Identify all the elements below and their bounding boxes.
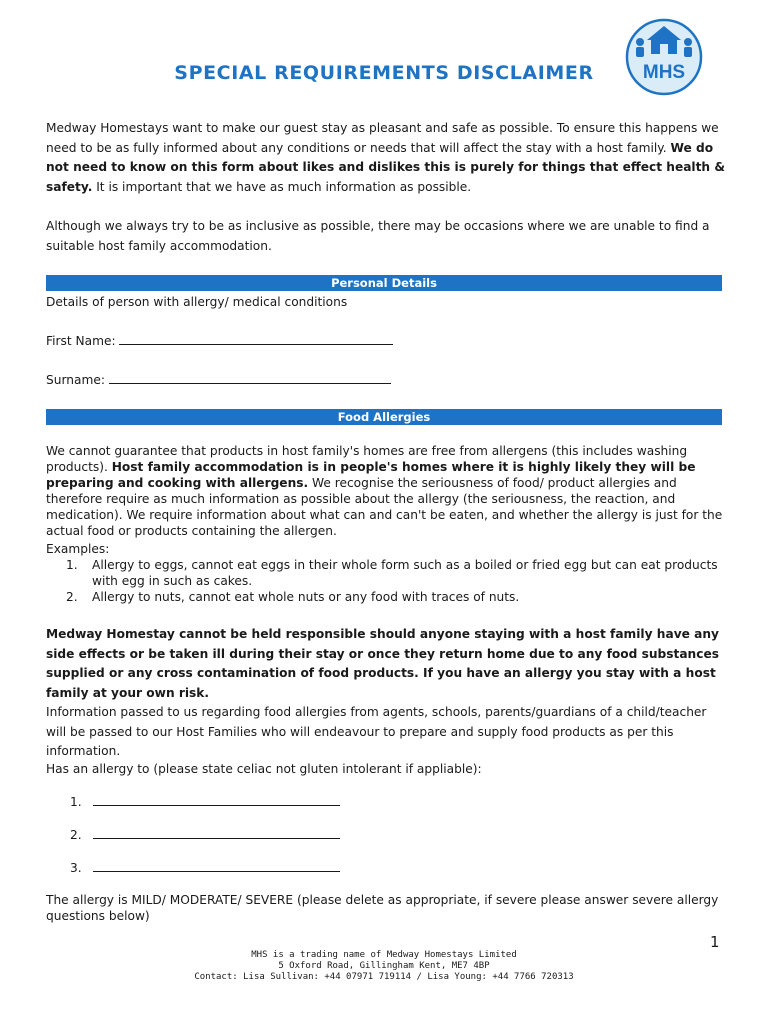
page-title: SPECIAL REQUIREMENTS DISCLAIMER — [174, 62, 594, 84]
surname-field[interactable] — [109, 383, 391, 384]
food-allergies-header: Food Allergies — [46, 409, 722, 425]
has-allergy-label: Has an allergy to (please state celiac not gluten intolerant if appliable): — [46, 762, 482, 776]
footer — [0, 950, 768, 983]
allergy-line-3: 3. — [70, 859, 340, 875]
surname-label: Surname: — [46, 373, 105, 387]
allergy-input-2[interactable] — [93, 826, 340, 839]
personal-details-header: Personal Details — [46, 275, 722, 291]
first-name-row — [46, 332, 726, 352]
allergy-line-1: 1. — [70, 793, 340, 809]
allergy-line-2: 2. — [70, 826, 340, 842]
intro-paragraph — [46, 119, 726, 197]
first-name-field[interactable] — [119, 344, 393, 345]
inclusive-paragraph: Although we always try to be as inclusive as possible, there may be occasions where we are unable to find a suitable host family accommodation. — [46, 219, 710, 253]
food-allergies-paragraph — [46, 443, 726, 539]
personal-subtitle: Details of person with allergy/ medical conditions — [46, 295, 348, 309]
food-text: We cannot guarantee that products in host family's homes are free from allergens (this includes washing products). — [46, 444, 688, 474]
footer-company: MHS is a trading name of Medway Homestays Limited — [251, 950, 517, 960]
example-text: Allergy to nuts, cannot eat whole nuts or any food with traces of nuts. — [92, 590, 520, 604]
examples-list — [66, 557, 726, 605]
first-name-label: First Name: — [46, 334, 116, 348]
liability-disclaimer: Medway Homestay cannot be held responsible should anyone staying with a host family have any side effects or be taken ill during their stay or once they return home due to any food substances supplied or any cross contamination of food products. If you have an allergy you stay with a host family at your own risk. — [46, 627, 719, 700]
logo-text: MHS — [642, 62, 686, 83]
surname-row — [46, 371, 726, 391]
allergy-input-1[interactable] — [93, 793, 340, 806]
example-text: Allergy to eggs, cannot eat eggs in their whole form such as a boiled or fried egg but can eat products with egg in such as cakes. — [92, 558, 718, 588]
mhs-logo — [623, 18, 705, 96]
footer-contact: Contact: Lisa Sullivan: +44 07971 719114 / Lisa Young: +44 7766 720313 — [194, 972, 574, 982]
food-bold-text: Host family accommodation is in people's homes where it is highly likely they will be preparing and cooking with allergens. — [46, 460, 696, 490]
page-number: 1 — [710, 933, 720, 951]
intro-text-end: It is important that we have as much information as possible. — [96, 179, 472, 194]
list-item: 2. Allergy to nuts, cannot eat whole nuts or any food with traces of nuts. — [66, 590, 520, 604]
severity-paragraph: The allergy is MILD/ MODERATE/ SEVERE (please delete as appropriate, if severe please answer severe allergy questions below) — [46, 893, 719, 923]
intro-text: Medway Homestays want to make our guest stay as pleasant and safe as possible. To ensure this happens we need to be as fully informed about any conditions or needs that will affect the stay with a host family. — [46, 121, 719, 155]
info-passed-paragraph: Information passed to us regarding food allergies from agents, schools, parents/guardians of a child/teacher will be passed to our Host Families who will endeavour to prepare and supply food products as per this information. — [46, 705, 707, 758]
intro-bold-text: We do not need to know on this form about likes and dislikes this is purely for things that effect health & safety. — [46, 140, 725, 194]
footer-address: 5 Oxford Road, Gillingham Kent, ME7 4BP — [278, 961, 490, 971]
examples-label: Examples: — [46, 542, 110, 556]
list-item: 1. Allergy to eggs, cannot eat eggs in their whole form such as a boiled or fried egg but can eat products with egg in such as cakes. — [66, 557, 726, 589]
allergy-input-3[interactable] — [93, 859, 340, 872]
food-text-end: We recognise the seriousness of food/ product allergies and therefore require as much information as possible about the allergy (the seriousness, the reaction, and medication). We require information about what can and can't be eaten, and whether the allergy is just for the actual food or products containing the allergen. — [46, 476, 723, 538]
